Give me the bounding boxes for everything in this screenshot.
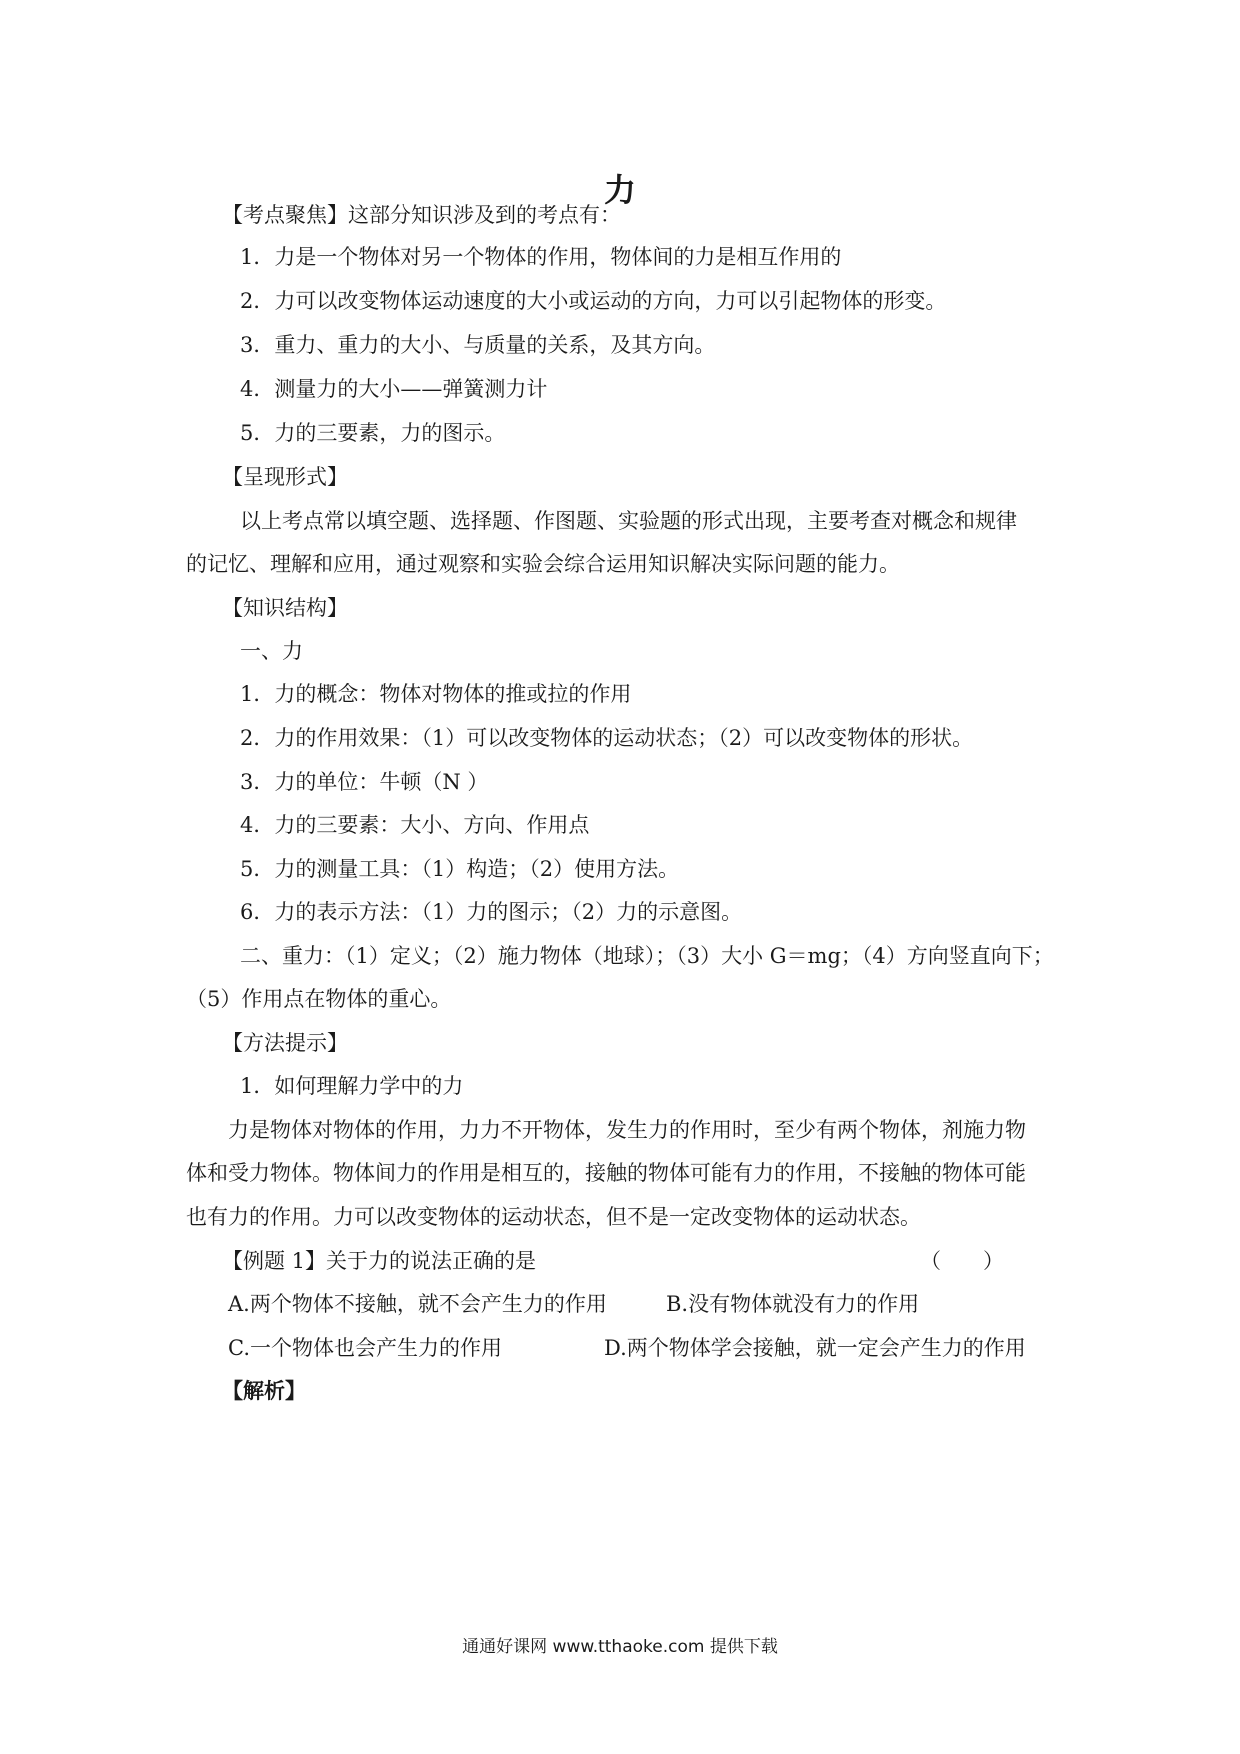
focus-item-2: 2．力可以改变物体运动速度的大小或运动的方向，力可以引起物体的形变。: [240, 289, 947, 313]
focus-item-3: 3．重力、重力的大小、与质量的关系，及其方向。: [240, 333, 716, 357]
method-para-line3: 也有力的作用。力可以改变物体的运动状态，但不是一定改变物体的运动状态。: [186, 1205, 921, 1229]
example-answer-bracket: （ ）: [920, 1249, 1004, 1273]
structure-item-5: 5．力的测量工具：（1）构造；（2）使用方法。: [240, 857, 680, 881]
method-para-line2: 体和受力物体。物体间力的作用是相互的，接触的物体可能有力的作用，不接触的物体可能: [186, 1161, 1026, 1185]
structure-item-4: 4．力的三要素：大小、方向、作用点: [240, 813, 590, 837]
presentation-para-line1: 以上考点常以填空题、选择题、作图题、实验题的形式出现，主要考查对概念和规律: [240, 509, 1017, 533]
example-option-a: A.两个物体不接触，就不会产生力的作用: [228, 1292, 607, 1316]
example-option-c: C.一个物体也会产生力的作用: [228, 1336, 502, 1360]
structure-heading: 【知识结构】: [222, 596, 348, 620]
method-para-line1: 力是物体对物体的作用，力力不开物体，发生力的作用时，至少有两个物体，剂施力物: [228, 1118, 1026, 1142]
example-analysis-heading: 【解析】: [222, 1378, 306, 1403]
focus-item-4: 4．测量力的大小——弹簧测力计: [240, 377, 548, 401]
focus-heading: 【考点聚焦】这部分知识涉及到的考点有：: [222, 203, 621, 227]
structure-section-2-line2: （5）作用点在物体的重心。: [186, 987, 452, 1011]
focus-item-1: 1．力是一个物体对另一个物体的作用，物体间的力是相互作用的: [240, 245, 842, 269]
example-question: 【例题 1】关于力的说法正确的是: [222, 1249, 537, 1273]
page-title: 力: [603, 171, 636, 209]
presentation-heading: 【呈现形式】: [222, 465, 348, 489]
structure-item-2: 2．力的作用效果：（1）可以改变物体的运动状态；（2）可以改变物体的形状。: [240, 726, 974, 750]
example-option-b: B.没有物体就没有力的作用: [666, 1292, 920, 1316]
structure-item-6: 6．力的表示方法：（1）力的图示；（2）力的示意图。: [240, 900, 743, 924]
method-subheading: 1．如何理解力学中的力: [240, 1074, 464, 1098]
method-heading: 【方法提示】: [222, 1031, 348, 1055]
structure-section-1: 一、力: [240, 639, 303, 663]
page-footer: 通通好课网 www.tthaoke.com 提供下载: [462, 1637, 778, 1657]
example-option-d: D.两个物体学会接触，就一定会产生力的作用: [604, 1336, 1026, 1360]
structure-section-2-line1: 二、重力：（1）定义；（2）施力物体（地球）；（3）大小 G＝mg；（4）方向竖直向下；: [240, 944, 1054, 968]
presentation-para-line2: 的记忆、理解和应用，通过观察和实验会综合运用知识解决实际问题的能力。: [186, 552, 900, 576]
focus-item-5: 5．力的三要素，力的图示。: [240, 421, 506, 445]
structure-item-3: 3．力的单位：牛顿（N ）: [240, 770, 489, 794]
structure-item-1: 1．力的概念：物体对物体的推或拉的作用: [240, 682, 632, 706]
